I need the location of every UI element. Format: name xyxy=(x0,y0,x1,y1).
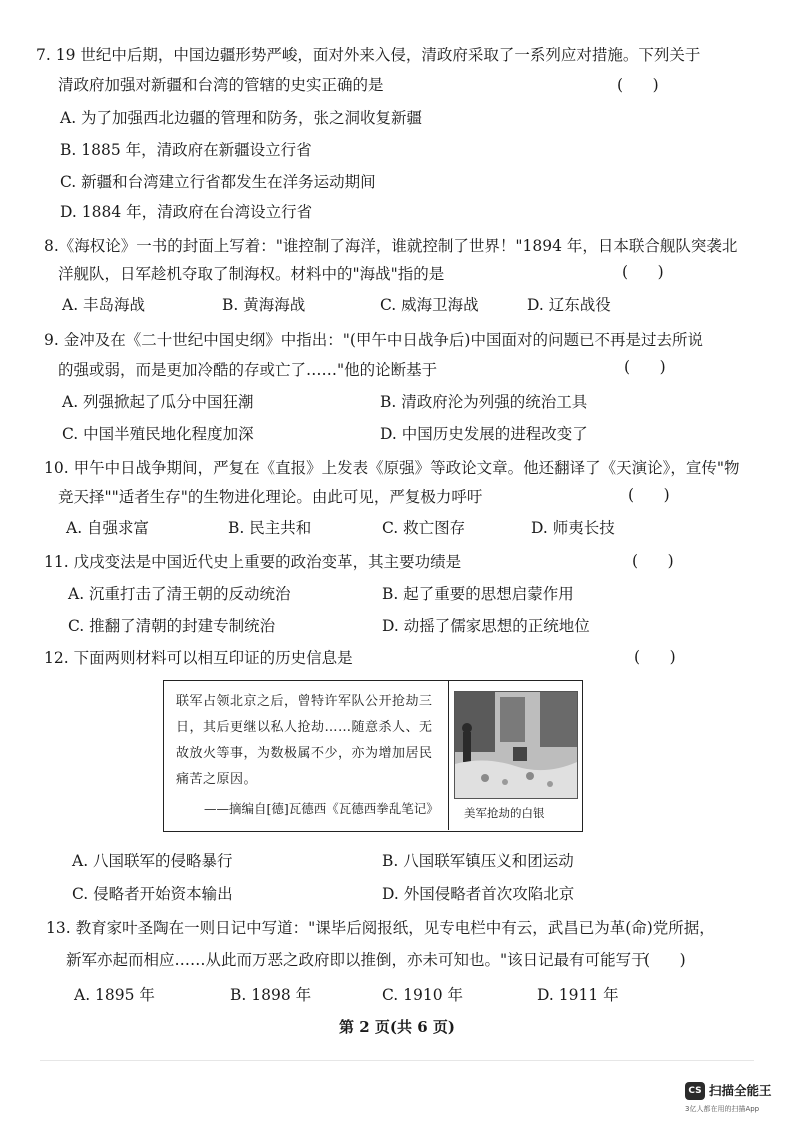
q11-option-a: A. 沉重打击了清王朝的反动统治 xyxy=(68,585,291,603)
q13-option-c: C. 1910 年 xyxy=(382,986,464,1004)
q10-option-a: A. 自强求富 xyxy=(66,519,150,537)
q12-option-c: C. 侵略者开始资本输出 xyxy=(72,885,233,903)
page-number: 第 2 页(共 6 页) xyxy=(339,1018,455,1036)
q11-answer-paren: ( ) xyxy=(632,552,674,570)
q10-stem-line1: 10. 甲午中日战争期间，严复在《直报》上发表《原强》等政论文章。他还翻译了《天演论》，宣传"物 xyxy=(44,459,740,477)
photo-caption: 美军抢劫的白银 xyxy=(464,806,545,820)
q8-option-b: B. 黄海海战 xyxy=(222,296,306,314)
q13-option-d: D. 1911 年 xyxy=(537,986,619,1004)
q12-option-d: D. 外国侵略者首次攻陷北京 xyxy=(382,885,575,903)
q13-answer-paren: ( ) xyxy=(644,951,686,969)
q11-option-c: C. 推翻了清朝的封建专制统治 xyxy=(68,617,276,635)
q8-option-a: A. 丰岛海战 xyxy=(62,296,146,314)
q13-stem-line2: 新军亦起而相应……从此而万恶之政府即以推倒，亦未可知也。"该日记最有可能写于 xyxy=(66,951,647,969)
q12-material-box xyxy=(163,680,583,832)
camscanner-logo-icon: CS xyxy=(685,1082,705,1100)
photo-illustration-icon xyxy=(455,692,577,798)
q13-option-b: B. 1898 年 xyxy=(230,986,312,1004)
q8-stem-line1: 8.《海权论》一书的封面上写着："谁控制了海洋，谁就控制了世界！"1894 年，日本联合舰队突袭北 xyxy=(44,237,738,255)
q10-option-c: C. 救亡图存 xyxy=(382,519,466,537)
q8-option-d: D. 辽东战役 xyxy=(527,296,611,314)
material-divider xyxy=(448,681,449,830)
q11-stem: 11. 戊戌变法是中国近代史上重要的政治变革，其主要功绩是 xyxy=(44,553,462,571)
q10-option-b: B. 民主共和 xyxy=(228,519,312,537)
q9-option-c: C. 中国半殖民地化程度加深 xyxy=(62,425,254,443)
q7-option-c: C. 新疆和台湾建立行省都发生在洋务运动期间 xyxy=(60,173,376,191)
q7-answer-paren: ( ) xyxy=(617,76,659,94)
q10-stem-line2: 竞天择""适者生存"的生物进化理论。由此可见，严复极力呼吁 xyxy=(58,488,483,506)
q12-option-b: B. 八国联军镇压义和团运动 xyxy=(382,852,574,870)
q9-stem-line2: 的强或弱，而是更加冷酷的存或亡了……"他的论断基于 xyxy=(58,361,438,379)
q7-stem-line2: 清政府加强对新疆和台湾的管辖的史实正确的是 xyxy=(58,76,384,94)
silver-photo-image xyxy=(454,691,578,799)
brand-name: 扫描全能王 xyxy=(709,1083,772,1098)
q12-stem: 12. 下面两则材料可以相互印证的历史信息是 xyxy=(44,649,353,667)
footer-divider xyxy=(40,1060,754,1061)
q12-material-text: 联军占领北京之后，曾特许军队公开抢劫三日，其后更继以私人抢劫……随意杀人、无故放火等事，为数极属不少，亦为增加居民痛苦之原因。 xyxy=(176,694,433,787)
q13-option-a: A. 1895 年 xyxy=(74,986,155,1004)
q9-option-a: A. 列强掀起了瓜分中国狂潮 xyxy=(62,393,254,411)
q9-option-b: B. 清政府沦为列强的统治工具 xyxy=(380,393,588,411)
q12-option-a: A. 八国联军的侵略暴行 xyxy=(72,852,233,870)
q8-stem-line2: 洋舰队，日军趁机夺取了制海权。材料中的"海战"指的是 xyxy=(58,265,445,283)
q11-option-b: B. 起了重要的思想启蒙作用 xyxy=(382,585,574,603)
q7-option-a: A. 为了加强西北边疆的管理和防务，张之洞收复新疆 xyxy=(60,109,423,127)
q11-option-d: D. 动摇了儒家思想的正统地位 xyxy=(382,617,590,635)
q9-option-d: D. 中国历史发展的进程改变了 xyxy=(380,425,588,443)
q9-stem-line1: 9. 金冲及在《二十世纪中国史纲》中指出："(甲午中日战争后)中国面对的问题已不再是过去所说 xyxy=(44,331,703,349)
q7-option-d: D. 1884 年，清政府在台湾设立行省 xyxy=(60,203,313,221)
q7-option-b: B. 1885 年，清政府在新疆设立行省 xyxy=(60,141,312,159)
q9-answer-paren: ( ) xyxy=(624,358,666,376)
brand-slogan: 3亿人都在用的扫描App xyxy=(685,1105,760,1113)
q10-option-d: D. 师夷长技 xyxy=(531,519,615,537)
q12-material-source: ——摘编自[德]瓦德西《瓦德西拳乱笔记》 xyxy=(204,801,439,816)
q8-option-c: C. 威海卫海战 xyxy=(380,296,479,314)
q7-stem-line1: 7. 19 世纪中后期，中国边疆形势严峻，面对外来入侵，清政府采取了一系列应对措施。下列关于 xyxy=(36,46,701,64)
q13-stem-line1: 13. 教育家叶圣陶在一则日记中写道："课毕后阅报纸，见专电栏中有云，武昌已为革(命)党所据， xyxy=(46,919,715,937)
q8-answer-paren: ( ) xyxy=(622,263,664,281)
q12-answer-paren: ( ) xyxy=(634,648,676,666)
q10-answer-paren: ( ) xyxy=(628,486,670,504)
